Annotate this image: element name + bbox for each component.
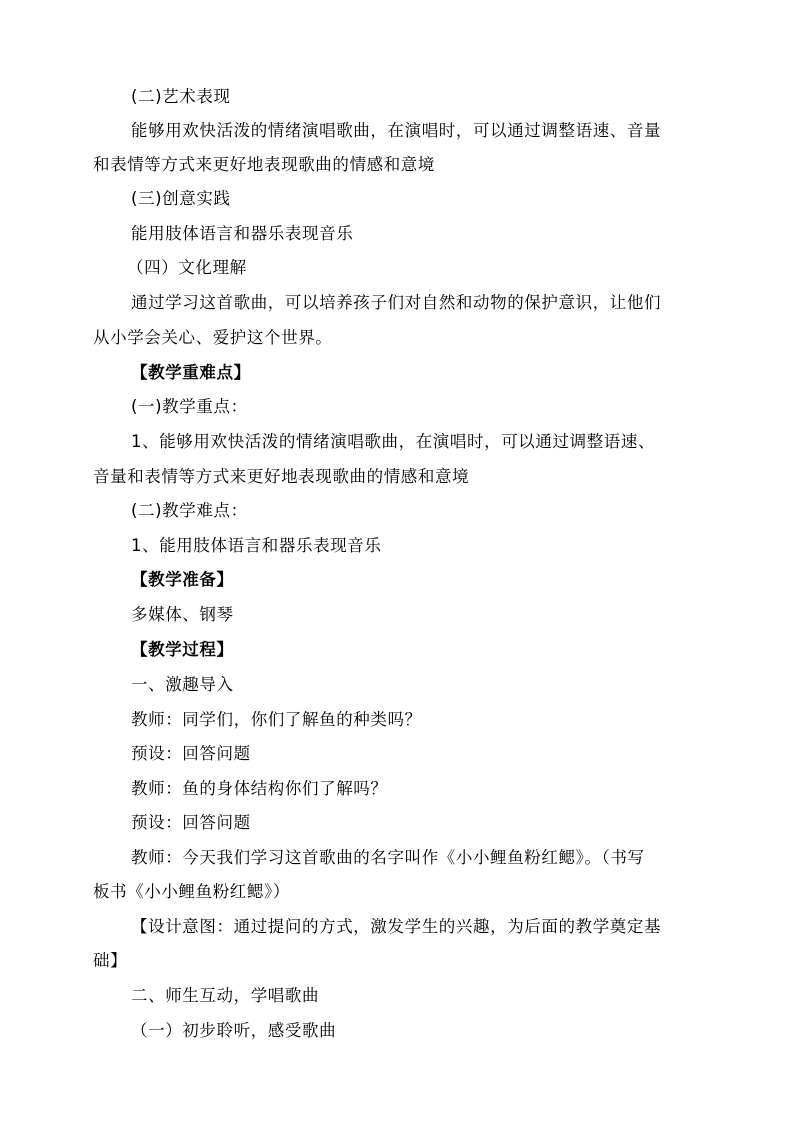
substep-heading: （一）初步聆听，感受歌曲 [131,1021,337,1040]
dialog-line: 板书《小小鲤鱼粉红鳃》） [93,882,290,901]
dialog-line: 教师：今天我们学习这首歌曲的名字叫作《小小鲤鱼粉红鳃》。（书写 [131,848,645,867]
paragraph-line: 和表情等方式来更好地表现歌曲的情感和意境 [93,155,435,174]
section-title-preparation: 【教学准备】 [131,570,234,589]
section-heading-cultural-understanding: （四）文化理解 [127,258,247,277]
section-heading-creative-practice: (三)创意实践 [131,189,231,208]
subheading-teaching-difficulty: (二)教学难点： [131,501,248,520]
paragraph-line: 通过学习这首歌曲，可以培养孩子们对自然和动物的保护意识，让他们 [131,293,662,312]
section-title-process: 【教学过程】 [131,640,234,659]
paragraph-line: 从小学会关心、爱护这个世界。 [93,328,333,347]
step-heading-interaction: 二、师生互动，学唱歌曲 [131,986,320,1005]
step-heading-intro: 一、激趣导入 [131,675,234,694]
dialog-line: 预设：回答问题 [131,744,251,763]
section-heading-art-expression: (二)艺术表现 [131,87,231,106]
paragraph-line: 能用肢体语言和器乐表现音乐 [131,224,354,243]
design-intent-line: 础】 [93,951,128,970]
subheading-teaching-focus: (一)教学重点： [131,397,248,416]
section-title-key-points: 【教学重难点】 [131,363,251,382]
dialog-line: 教师：鱼的身体结构你们了解吗？ [131,779,388,798]
list-item-line: 音量和表情等方式来更好地表现歌曲的情感和意境 [93,467,470,486]
list-item-line: 1、能用肢体语言和器乐表现音乐 [131,536,382,555]
paragraph-line: 多媒体、钢琴 [131,605,234,624]
design-intent-line: 【设计意图：通过提问的方式，激发学生的兴趣，为后面的教学奠定基 [131,917,662,936]
list-item-line: 1、能够用欢快活泼的情绪演唱歌曲，在演唱时，可以通过调整语速、 [131,432,656,451]
paragraph-line: 能够用欢快活泼的情绪演唱歌曲，在演唱时，可以通过调整语速、音量 [131,121,662,140]
dialog-line: 预设：回答问题 [131,813,251,832]
dialog-line: 教师：同学们，你们了解鱼的种类吗？ [131,710,422,729]
